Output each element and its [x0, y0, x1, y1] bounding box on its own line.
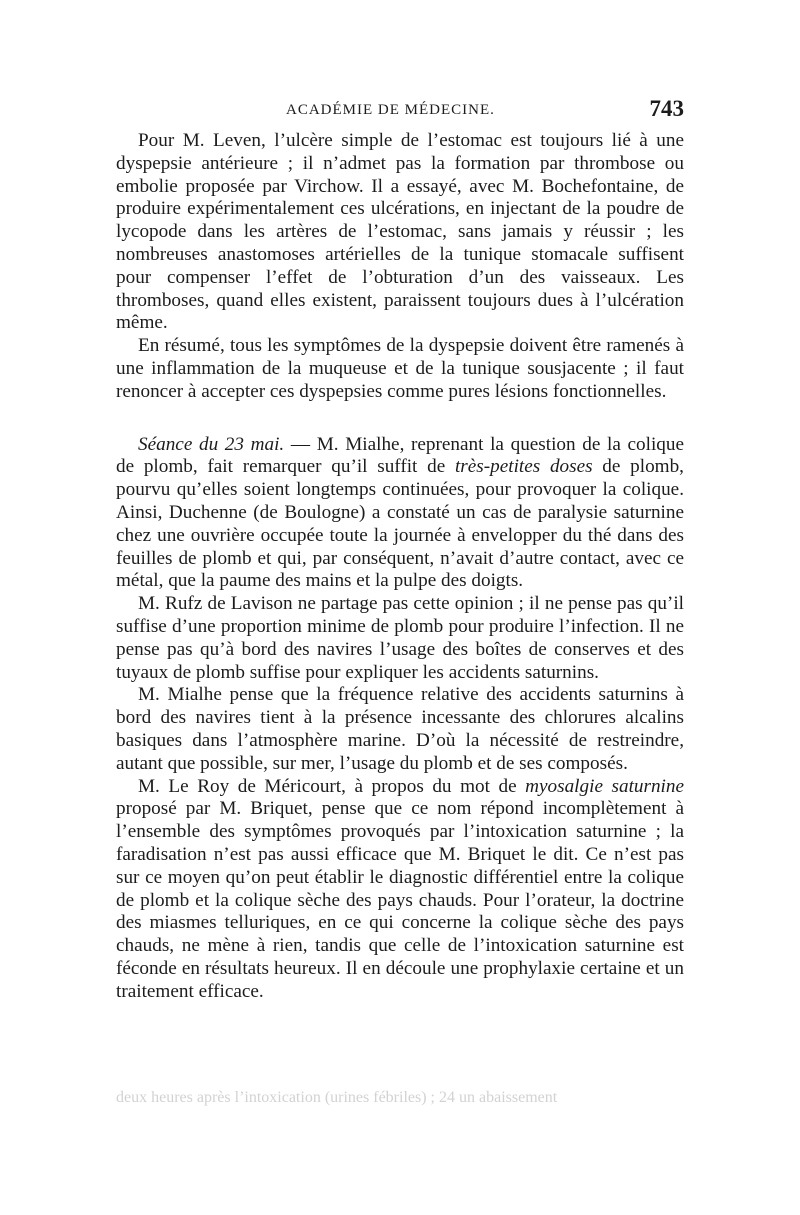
running-header — [116, 98, 684, 122]
paragraph-le-roy-text-1: M. Le Roy de Méricourt, à propos du mot de — [138, 775, 526, 797]
body-text — [116, 130, 684, 1003]
running-title: ACADÉMIE DE MÉDECINE. — [286, 102, 495, 118]
paragraph-seance-text-2: de plomb, pourvu qu’elles soient longtemps continuées, pour provoquer la colique. Ainsi, Duchenne (de Boulogne) a constaté un cas de paralysie saturnine chez une ouvrière occupée toute la journée à envelopper du thé dans des feuilles de plomb et qui, par conséquent, n’avait d’autre contact, avec ce métal, que la paume des mains et la pulpe des doigts. — [116, 456, 684, 592]
paragraph-mialhe: M. Mialhe pense que la fréquence relative des accidents saturnins à bord des navires tient à la présence incessante des chlorures alcalins basiques dans l’atmosphère marine. D’où la nécessité de restreindre, autant que possible, sur mer, l’usage du plomb et de ses composés. — [116, 684, 684, 774]
italic-term-doses: très-petites doses — [454, 456, 593, 478]
paragraph-leven: Pour M. Leven, l’ulcère simple de l’estomac est toujours lié à une dyspepsie antérieure ; il n’admet pas la formation par thrombose ou embolie proposée par Virchow. Il a essayé, avec M. Bochefontaine, de produire expérimentalement ces ulcérations, en injectant de la poudre de lycopode dans les artères de l’estomac, sans jamais y réussir ; les nombreuses anastomoses artérielles de la tunique stomacale suffisent pour compenser l’effet de l’obturation d’un des vaisseaux. Les thromboses, quand elles existent, paraissent toujours dues à l’ulcération même. — [116, 130, 684, 334]
paragraph-resume: En résumé, tous les symptômes de la dyspepsie doivent être ramenés à une inflammation de la muqueuse et de la tunique sousjacente ; il faut renoncer à accepter ces dyspepsies comme pures lésions fonctionnelles. — [116, 335, 684, 402]
paragraph-le-roy-text-2: proposé par M. Briquet, pense que ce nom répond incomplètement à l’ensemble des symptômes provoqués par l’intoxication saturnine ; la faradisation n’est pas aussi efficace que M. Briquet le dit. Ce n’est pas sur ce moyen qu’on peut établir le diagnostic différentiel entre la colique de plomb et la colique sèche des pays chauds. Pour l’orateur, la doctrine des miasmes telluriques, en ce qui concerne la colique sèche des pays chauds, ne mène à rien, tandis que celle de l’intoxication saturnine est féconde en résultats heureux. Il en découle une prophylaxie certaine et un traitement efficace. — [116, 798, 684, 1002]
paragraph-le-roy — [116, 776, 684, 1004]
show-through-text: deux heures après l’intoxication (urines fébriles) ; 24 un abaissement — [116, 1089, 558, 1106]
session-date: Séance du 23 mai. — [138, 433, 285, 455]
italic-term-myosalgie: myosalgie saturnine — [525, 775, 684, 797]
paragraph-rufz: M. Rufz de Lavison ne partage pas cette opinion ; il ne pense pas qu’il suffise d’une proportion minime de plomb pour produire l’infection. Il ne pense pas qu’à bord des navires l’usage des boîtes de conserves et des tuyaux de plomb suffise pour expliquer les accidents saturnins. — [116, 593, 684, 683]
paragraph-seance — [116, 434, 684, 594]
paragraph-seance-text-1: — M. Mialhe, reprenant la question de la colique de plomb, fait remarquer qu’il suffit de — [116, 433, 684, 478]
page-number: 743 — [649, 96, 684, 121]
